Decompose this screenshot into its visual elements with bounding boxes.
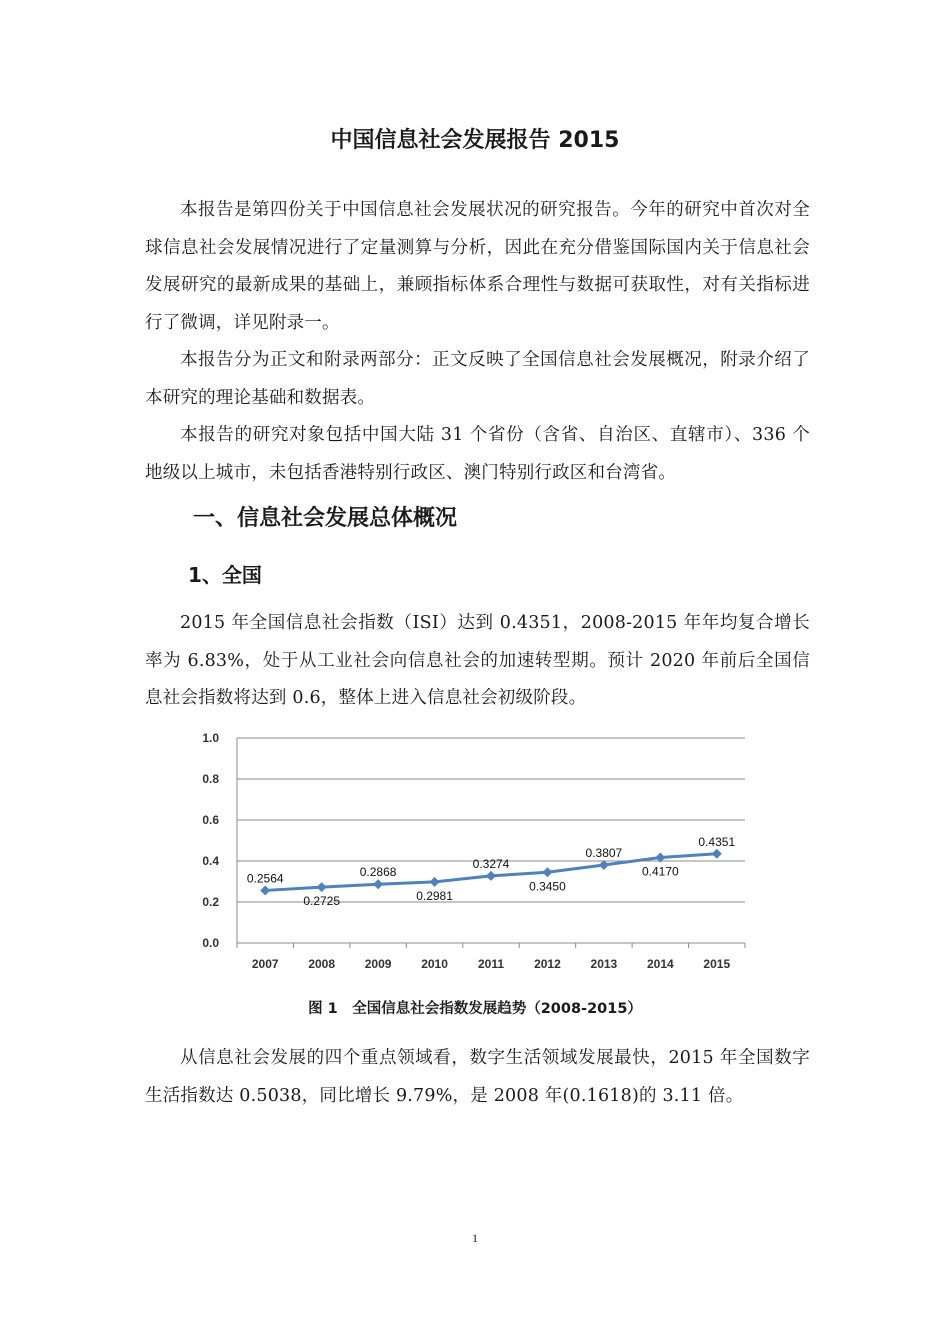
x-tick-label: 2013 — [590, 957, 618, 971]
page-number: 1 — [472, 1231, 478, 1245]
data-point — [542, 867, 552, 877]
y-tick-label: 0.0 — [202, 936, 219, 950]
data-label: 0.4351 — [698, 834, 736, 849]
data-label: 0.3807 — [585, 845, 623, 860]
x-tick-label: 2007 — [251, 957, 279, 971]
data-point — [317, 882, 327, 892]
x-tick-label: 2015 — [703, 957, 731, 971]
y-tick-label: 0.2 — [202, 895, 219, 909]
data-point — [712, 849, 722, 859]
digital-life-paragraph: 从信息社会发展的四个重点领域看，数字生活领域发展最快，2015 年全国数字生活指数达 0.5038，同比增长 9.79%，是 2008 年(0.1618)的 3.11 倍。 — [145, 1048, 810, 1106]
y-tick-label: 1.0 — [202, 731, 219, 745]
intro-paragraph-2: 本报告分为正文和附录两部分：正文反映了全国信息社会发展概况，附录介绍了本研究的理论基础和数据表。 — [145, 350, 810, 408]
data-point — [260, 885, 270, 895]
data-point — [486, 871, 496, 881]
data-point — [430, 877, 440, 887]
section-heading: 一、信息社会发展总体概况 — [193, 506, 458, 531]
figure-caption: 图 1 全国信息社会指数发展趋势（2008-2015） — [308, 1001, 642, 1017]
data-label: 0.4170 — [641, 864, 679, 879]
y-tick-label: 0.8 — [202, 772, 219, 786]
intro-paragraph-1: 本报告是第四份关于中国信息社会发展状况的研究报告。今年的研究中首次对全球信息社会发展情况进行了定量测算与分析，因此在充分借鉴国际国内关于信息社会发展研究的最新成果的基础上，兼顾指标体系合理性与数据可获取性，对有关指标进行了微调，详见附录一。 — [145, 200, 810, 333]
x-tick-label: 2010 — [421, 957, 448, 971]
document-title: 中国信息社会发展报告 2015 — [330, 128, 620, 153]
y-tick-label: 0.4 — [202, 854, 219, 868]
intro-paragraph-3: 本报告的研究对象包括中国大陆 31 个省份（含省、自治区、直辖市）、336 个地级以上城市，未包括香港特别行政区、澳门特别行政区和台湾省。 — [145, 425, 810, 483]
national-paragraph: 2015 年全国信息社会指数（ISI）达到 0.4351，2008-2015 年年均复合增长率为 6.83%，处于从工业社会向信息社会的加速转型期。预计 2020 年前后全国信息社会指数将达到 0.6，整体上进入信息社会初级阶段。 — [145, 613, 810, 708]
x-tick-label: 2012 — [534, 957, 561, 971]
data-label: 0.3274 — [472, 856, 510, 871]
data-label: 0.2868 — [359, 865, 397, 880]
subsection-heading: 1、全国 — [188, 563, 262, 587]
data-point — [373, 879, 383, 889]
data-label: 0.2564 — [246, 871, 284, 886]
data-label: 0.2981 — [416, 888, 453, 903]
x-tick-label: 2008 — [308, 957, 336, 971]
data-label: 0.2725 — [303, 894, 341, 909]
x-tick-label: 2011 — [477, 957, 505, 971]
isi-line-chart — [180, 725, 770, 980]
y-tick-label: 0.6 — [202, 813, 219, 827]
x-tick-label: 2009 — [364, 957, 392, 971]
x-tick-label: 2014 — [646, 957, 674, 971]
data-label: 0.3450 — [529, 879, 566, 894]
